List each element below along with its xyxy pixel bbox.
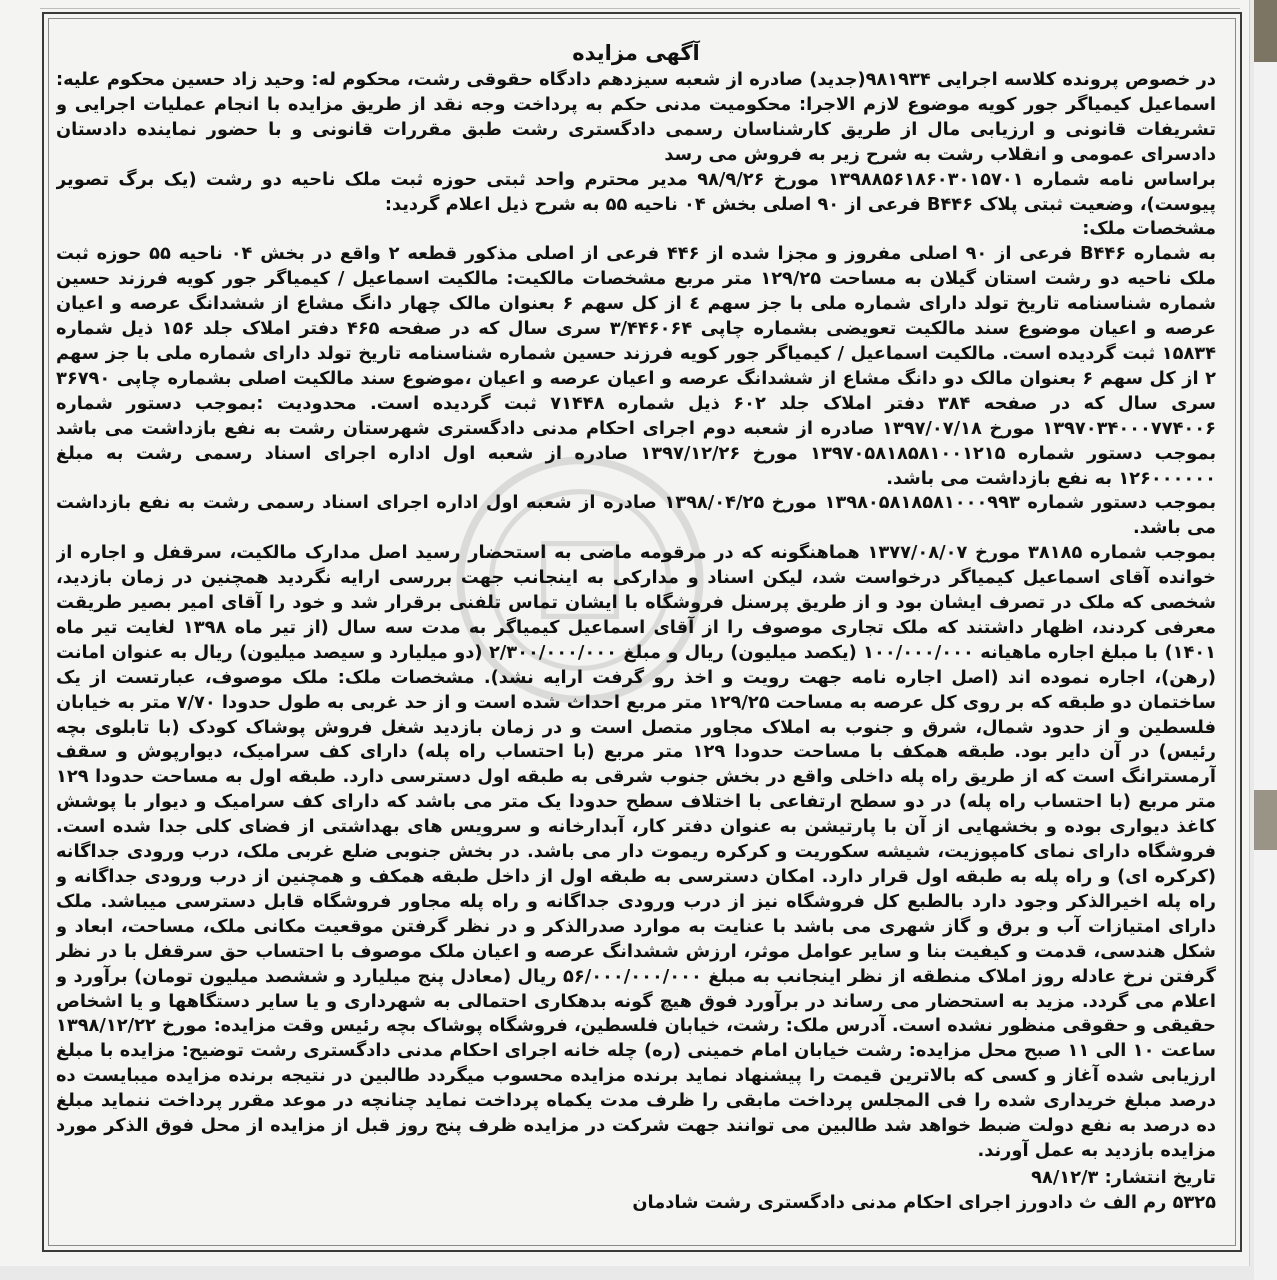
notice-paragraph-seizure-order: بموجب دستور شماره ۱۳۹۸۰۵۸۱۸۵۸۱۰۰۰۹۹۳ مورخ ۱۳۹۸/۰۴/۲۵ صادره از شعبه اول اداره اجرای اسناد رسمی رشت به نفع بازداشت می باشد.	[56, 492, 1216, 539]
notice-title: آگهی مزایده	[572, 41, 700, 65]
publish-date: تاریخ انتشار: ۹۸/۱۲/۳	[1031, 1166, 1216, 1188]
adjacent-page-edge	[1254, 0, 1277, 1280]
notice-paragraph-ownership: به شماره B۴۴۶ فرعی از ۹۰ اصلی مفروز و مجزا شده از ۴۴۶ فرعی از اصلی مذکور قطعه ۲ واقع در بخش ۰۴ ناحیه ۵۵ حوزه ثبت ملک ناحیه دو رشت استان گیلان به مساحت ۱۲۹/۲۵ متر مربع مشخصات مالکیت: مالکیت اسماعیل / کیمیاگر جور کویه فرزند حسین شماره شناسنامه تاریخ تولد دارای شماره ملی با جز سهم ٤ از کل سهم ۶ بعنوان مالک چهار دانگ مشاع از ششدانگ عرصه و اعیان عرصه و اعیان موضوع سند مالکیت تعویضی بشماره چاپی ۳/۴۴۶۰۶۴ سری سال که در صفحه ۴۶۵ دفتر املاک جلد ۱۵۶ ذیل شماره ۱۵۸۳۴ ثبت گردیده است. مالکیت اسماعیل / کیمیاگر جور کویه فرزند حسین شماره شناسنامه تاریخ تولد دارای شماره ملی با جز سهم ۲ از کل سهم ۶ بعنوان مالک دو دانگ مشاع از ششدانگ عرصه و اعیان عرصه و اعیان ،موضوع سند مالکیت اصلی بشماره چاپی ۳۶۷۹۰ سری سال که در صفحه ۳۸۴ دفتر املاک جلد ۶۰۲ ذیل شماره ۷۱۴۴۸ ثبت گردیده است. محدودیت :بموجب دستور شماره ۱۳۹۷۰۳۴۰۰۰۷۷۴۰۰۶ مورخ ۱۳۹۷/۰۷/۱۸ صادره از شعبه دوم اجرای احکام مدنی دادگستری شهرستان رشت به نفع بازداشت می باشد بموجب دستور شماره ۱۳۹۷۰۵۸۱۸۵۸۱۰۰۱۲۱۵ مورخ ۱۳۹۷/۱۲/۲۶ صادره از شعبه اول اداره اجرای اسناد رسمی رشت به مبلغ ۱۲۶۰۰۰۰۰۰ به نفع بازداشت می باشد.	[56, 243, 1216, 489]
top-strip-divider	[40, 0, 1240, 9]
notice-footer	[56, 1166, 1216, 1216]
notice-paragraph-intro: در خصوص پرونده کلاسه اجرایی ۹۸۱۹۳۴(جدید) صادره از شعبه سیزدهم دادگاه حقوقی رشت، محکوم له: وحید زاد حسین محکوم علیه: اسماعیل کیمیاگر جور کویه موضوع لازم الاجرا: محکومیت مدنی حکم به پرداخت وجه نقد از طریق مزایده با انجام عملیات اجرایی و تشریفات قانونی و ارزیابی مال از طریق کارشناسان رسمی دادگستری رشت طبق مقررات قانونی و با حضور نماینده دادستان دادسرای عمومی و انقلاب رشت به شرح زیر به فروش می رسد	[56, 69, 1216, 165]
notice-signature-line: ۵۳۲۵ رم الف ث دادورز اجرای احکام مدنی دادگستری رشت شادمان	[632, 1191, 1216, 1213]
notice-paragraph-expert-report: بموجب شماره ۳۸۱۸۵ مورخ ۱۳۷۷/۰۸/۰۷ هماهنگونه که در مرقومه ماضی به استحضار رسید اصل مدارک مالکیت، سرقفل و اجاره از خوانده آقای اسماعیل کیمیاگر درخواست شد، لیکن اسناد و مدارکی به اینجانب جهت بررسی ارایه نگردید همچنین در زمان بازدید، شخصی که ملک در تصرف ایشان بود و از طریق پرسنل فروشگاه با ایشان تماس تلفنی برقرار شد و خود را آقای امیر بصیر طریقت معرفی کردند، اظهار داشتند که ملک تجاری موصوف را از آقای اسماعیل کیمیاگر به مدت سه سال (از تیر ماه ۱۳۹۸ لغایت تیر ماه ۱۴۰۱) با مبلغ اجاره ماهیانه ۱۰۰/۰۰۰/۰۰۰ (یکصد میلیون) ریال و مبلغ ۲/۳۰۰/۰۰۰/۰۰۰ (دو میلیارد و سیصد میلیون) ریال به عنوان امانت (رهن)، اجاره نموده اند (اصل اجاره نامه جهت رویت و اخذ رو گرفت ارایه نشد). مشخصات ملک: ملک موصوف، عبارتست از یک ساختمان دو طبقه که بر روی کل عرصه به مساحت ۱۲۹/۲۵ متر مربع احداث شده است و از حد غربی به طول حدودا ۷/۷۰ متر به خیابان فلسطین و از حدود شمال، شرق و جنوب به املاک مجاور متصل است و در زمان بازدید شغل فروش پوشاک کودک (با تابلوی بچه رئیس) در آن دایر بود. طبقه همکف با مساحت حدودا ۱۲۹ متر مربع (با احتساب راه پله) دارای کف سرامیک، دیوارپوش و سقف آرمسترانگ است که از طریق راه پله داخلی واقع در بخش جنوب شرقی به طبقه اول دسترسی دارد. طبقه اول به مساحت حدودا ۱۲۹ متر مربع (با احتساب راه پله) در دو سطح ارتفاعی با اختلاف سطح حدودا یک متر می باشد که دارای کف سرامیک و دیوار با پوشش کاغذ دیواری بوده و بخشهایی از آن با پارتیشن به عنوان دفتر کار، آبدارخانه و سرویس های بهداشتی از فضای کلی جدا شده است. فروشگاه دارای نمای کامپوزیت، شیشه سکوریت و کرکره ریموت دار می باشد. در بخش جنوبی ضلع غربی ملک، درب ورودی جداگانه (کرکره ای) و راه پله به طبقه اول قرار دارد. امکان دسترسی به طبقه اول از داخل طبقه همکف و همچنین از درب ورودی جداگانه و راه پله اخیرالذکر وجود دارد بالطبع کل فروشگاه نیز از درب ورودی جداگانه و راه پله مجاور فروشگاه قابل دسترسی میباشد. ملک دارای امتیازات آب و برق و گاز شهری می باشد با عنایت به موارد صدرالذکر و در نظر گرفتن موقعیت مکانی ملک، مساحت، ابعاد و شکل هندسی، قدمت و کیفیت بنا و سایر عوامل موثر، ارزش ششدانگ عرصه و اعیان ملک موصوف با احتساب حق سرقفل با در نظر گرفتن نرخ عادله روز املاک منطقه از نظر اینجانب به مبلغ ۵۶/۰۰۰/۰۰۰/۰۰۰ ریال (معادل پنج میلیارد و ششصد میلیون تومان) برآورد و اعلام می گردد. مزید به استحضار می رساند در برآورد فوق هیچ گونه بدهکاری احتمالی به شهرداری و یا سایر دستگاهها و یا اشخاص حقیقی و حقوقی منظور نشده است. آدرس ملک: رشت، خیابان فلسطین، فروشگاه پوشاک بچه رئیس وقت مزایده: مورخ ۱۳۹۸/۱۲/۲۲ ساعت ۱۰ الی ۱۱ صبح محل مزایده: رشت خیابان امام خمینی (ره) چله خانه اجرای احکام مدنی دادگستری رشت توضیح: مزایده با مبلغ ارزیابی شده آغاز و کسی که بالاترین قیمت را پیشنهاد نماید برنده مزایده محسوب میگردد طالبین در نتیجه برنده مزایده میبایست ده درصد مبلغ خریداری شده را فی المجلس پرداخت مابقی را ظرف مدت یکماه پرداخت نماید چنانچه در موعد مقرر پرداخت ننماید مبلغ ده درصد به نفع دولت ضبط خواهد شد طالبین می توانند جهت شرکت در مزایده ظرف پنج روز قبل از مزایده از محل فوق الذکر مورد مزایده بازدید به عمل آورند.	[56, 542, 1216, 1161]
notice-paragraph-registry-letter: براساس نامه شماره ۱۳۹۸۸۵۶۱۸۶۰۳۰۱۵۷۰۱ مورخ ۹۸/۹/۲۶ مدیر محترم واحد ثبتی حوزه ثبت ملک ناحیه دو رشت (یک برگ تصویر پیوست)، وضعیت ثبتی پلاک B۴۴۶ فرعی از ۹۰ اصلی بخش ۰۴ ناحیه ۵۵ به شرح ذیل اعلام گردید:	[56, 168, 1216, 215]
adjacent-photo-edge-top	[1254, 0, 1277, 62]
auction-notice	[56, 40, 1216, 1240]
adjacent-photo-edge-middle	[1254, 790, 1277, 850]
notice-paragraph-property-heading: مشخصات ملک:	[1082, 218, 1216, 240]
